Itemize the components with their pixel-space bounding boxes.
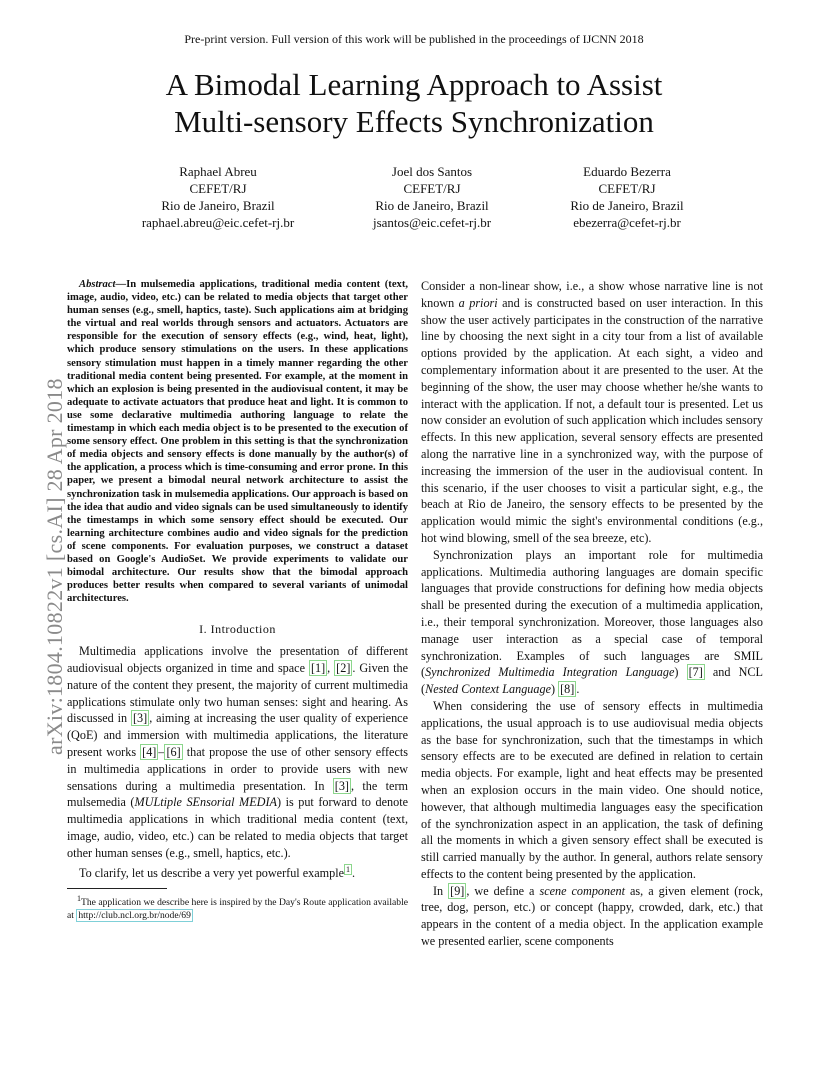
footnote [67,893,408,921]
intro-paragraph-1 [67,643,408,861]
body-text: ) [674,665,687,680]
author-location: Rio de Janeiro, Brazil [375,198,489,213]
author-name: Eduardo Bezerra [583,164,671,179]
author-location: Rio de Janeiro, Brazil [161,198,275,213]
left-column [67,278,408,922]
citation-link[interactable]: [3] [334,778,349,793]
body-text: In [433,883,449,898]
body-text: and is constructed based on user interaction. In this show the user actively participates in the construction of the narrative line by choosing the next sight in a city tour from a list of available options provided by the application. At each sight, a video and complementary information about it are presented to the user. At the beginning of the show, the user may choose whether he/she wants to interact with the application. If not, a default tour is presented. Let us now consider an evolution of such application which includes sensory effects. In this new application, several sensory effects are presented along the narrative line in a synchronized way, with the purpose of increasing the immersion of the user in the audiovisual content. In this scenario, if the user chooses to visit a particular sight, e.g., the beach at Rio de Janeiro, the sensory effects to be presented by the application would mimic the sight's environmental conditions (e.g., hot wind blowing, smell of the sea breeze, etc). [421,295,763,545]
emphasis-text: MULtiple SEnsorial MEDIA [134,795,277,810]
author-affiliation: CEFET/RJ [189,181,247,196]
emphasis-text: a priori [458,295,498,310]
citation-link[interactable]: [6] [166,744,181,759]
right-paragraph-4 [421,883,763,950]
right-paragraph-3: When considering the use of sensory effects in multimedia applications, the usual approach is to use audiovisual media objects as the base for synchronization, such that the timestamps in which sensory effects are to be executed are defined in relation to certain media objects. For example, light and heat effects may be presented when an explosion occurs in the main video. One should notice, however, that although multimedia languages easy the specification of the synchronization aspect in an application, the task of defining all the moments in which a given sensory effect shall be executed is still carried manually by the author. In general, authors relate sensory effects to the content being presented by the application. [421,698,763,881]
author-name: Raphael Abreu [179,164,257,179]
paper-title [0,66,828,140]
author-location: Rio de Janeiro, Brazil [570,198,684,213]
footnote-url-link[interactable]: http://club.ncl.org.br/node/69 [78,909,191,921]
body-text: To clarify, let us describe a very yet powerful example [79,865,345,880]
body-text: , [327,660,335,675]
author-block-3 [527,163,727,231]
citation-link[interactable]: [2] [336,660,351,675]
emphasis-text: scene component [539,883,626,898]
body-text: . [576,682,580,697]
title-line-1: A Bimodal Learning Approach to Assist [165,67,663,102]
body-text: as, a given element (rock, tree, dog, person, etc.) or concept (happy, crowded, dark, etc.) that appears in the content of a media object. In the application example we presented earlier, scene components [421,883,764,949]
footnote-mark: 1 [77,894,81,904]
author-affiliation: CEFET/RJ [403,181,461,196]
author-email[interactable]: raphael.abreu@eic.cefet-rj.br [141,215,295,230]
citation-link[interactable]: [7] [688,665,703,680]
section-heading-introduction: I. Introduction [199,622,276,637]
right-column [421,278,763,950]
citation-link[interactable]: [4] [142,744,157,759]
arxiv-identifier-stamp[interactable]: arXiv:1804.10822v1 [cs.AI] 28 Apr 2018 [42,378,67,755]
citation-link[interactable]: [1] [310,660,326,675]
body-text: , the term mulsemedia ( [67,778,408,810]
body-text: . Given the nature of the content they present, the majority of current multimedia applications stimulate only two human senses: sight and hearing. As discussed in [67,660,408,726]
preprint-note: Pre-print version. Full version of this work will be published in the proceedings of IJCNN 2018 [184,32,644,46]
abstract-text: —In mulsemedia applications, traditional media content (text, image, audio, video, etc.) can be related to media objects that target other human senses (e.g., smell, haptics, taste). Such applications aim at bridging the virtual and real worlds through sensors and actuators. Actuators are responsible for the execution of sensory effects (e.g., wind, heat, light), which produce sensory stimulations on the users. In these applications sensory stimulation must happen in a timely manner regarding the other traditional media content being presented. For example, at the moment in which an explosion is being presented in the audiovisual content, it may be adequate to activate actuators that produce heat and light. It is common to use some declarative multimedia authoring language to relate the timestamp in which each media object is to be presented to the execution of some sensory effect. One problem in this setting is that the synchronization of media objects and sensory effects is done manually by the author(s) of the application, a process which is time-consuming and error prone. In this paper, we present a bimodal neural network architecture to assist the synchronization task in mulsemedia applications. Our approach is based on the idea that audio and video signals can be used simultaneously to identify the timestamps in which some sensory effect should be executed. Our learning architecture combines audio and video signals for the prediction of scene components. For evaluation purposes, we construct a dataset based on Google's AudioSet. We provide experiments to validate our bimodal architecture. Our results show that the bimodal approach produces better results when compared to several variants of unimodal architectures. [67,279,408,605]
body-text: ) [550,682,559,697]
body-text: – [158,744,165,759]
body-text: Synchronization plays an important role for multimedia applications. Multimedia authoring languages are domain specific languages that provide constructions for defining how media objects shall be presented during the execution of a multimedia application, i.e., their temporal synchronization. Moreover, those languages also manage user interaction as a special case of temporal synchronization. Examples of such languages are SMIL ( [421,547,763,680]
author-email[interactable]: jsantos@eic.cefet-rj.br [372,215,492,230]
abstract-paragraph [67,278,408,605]
body-text: Consider a non-linear show, i.e., a show whose narrative line is not known [421,279,763,310]
footnote-marker-link[interactable]: 1 [346,864,351,874]
author-block-2 [332,163,532,231]
body-text: and NCL ( [421,665,763,697]
right-paragraph-1 [421,278,763,547]
footnote-divider [67,888,167,889]
intro-paragraph-2 [67,862,408,882]
footnote-text: The application we describe here is inspired by the Day's Route application available at [67,897,408,921]
body-text: ) is put forward to denote multimedia applications in which traditional media content (text, image, audio, video, etc.) can be related to media objects that target other human senses (e.g., smell, haptics, etc.). [67,795,408,860]
body-text: , we define a [466,883,540,898]
author-block-1 [118,163,318,231]
emphasis-text: Synchronized Multimedia Integration Language [425,665,675,680]
body-text: Multimedia applications involve the presentation of different audiovisual objects organized in time and space [67,644,408,675]
author-affiliation: CEFET/RJ [598,181,656,196]
emphasis-text: Nested Context Language [425,682,551,697]
author-name: Joel dos Santos [391,164,473,179]
citation-link[interactable]: [3] [132,711,148,726]
title-line-2: Multi-sensory Effects Synchronization [174,104,654,139]
body-text: that propose the use of other sensory effects in multimedia applications in order to provide users with new sensations during a multimedia presentation. In [67,744,409,793]
author-email[interactable]: ebezerra@cefet-rj.br [573,215,681,230]
citation-link[interactable]: [9] [450,883,465,898]
body-text: , aiming at increasing the user quality of experience (QoE) and immersion with multimedia applications, the literature present works [67,711,408,759]
citation-link[interactable]: [8] [560,682,575,697]
body-text: . [352,865,356,880]
right-paragraph-2 [421,547,763,698]
abstract-label: Abstract [79,279,116,290]
